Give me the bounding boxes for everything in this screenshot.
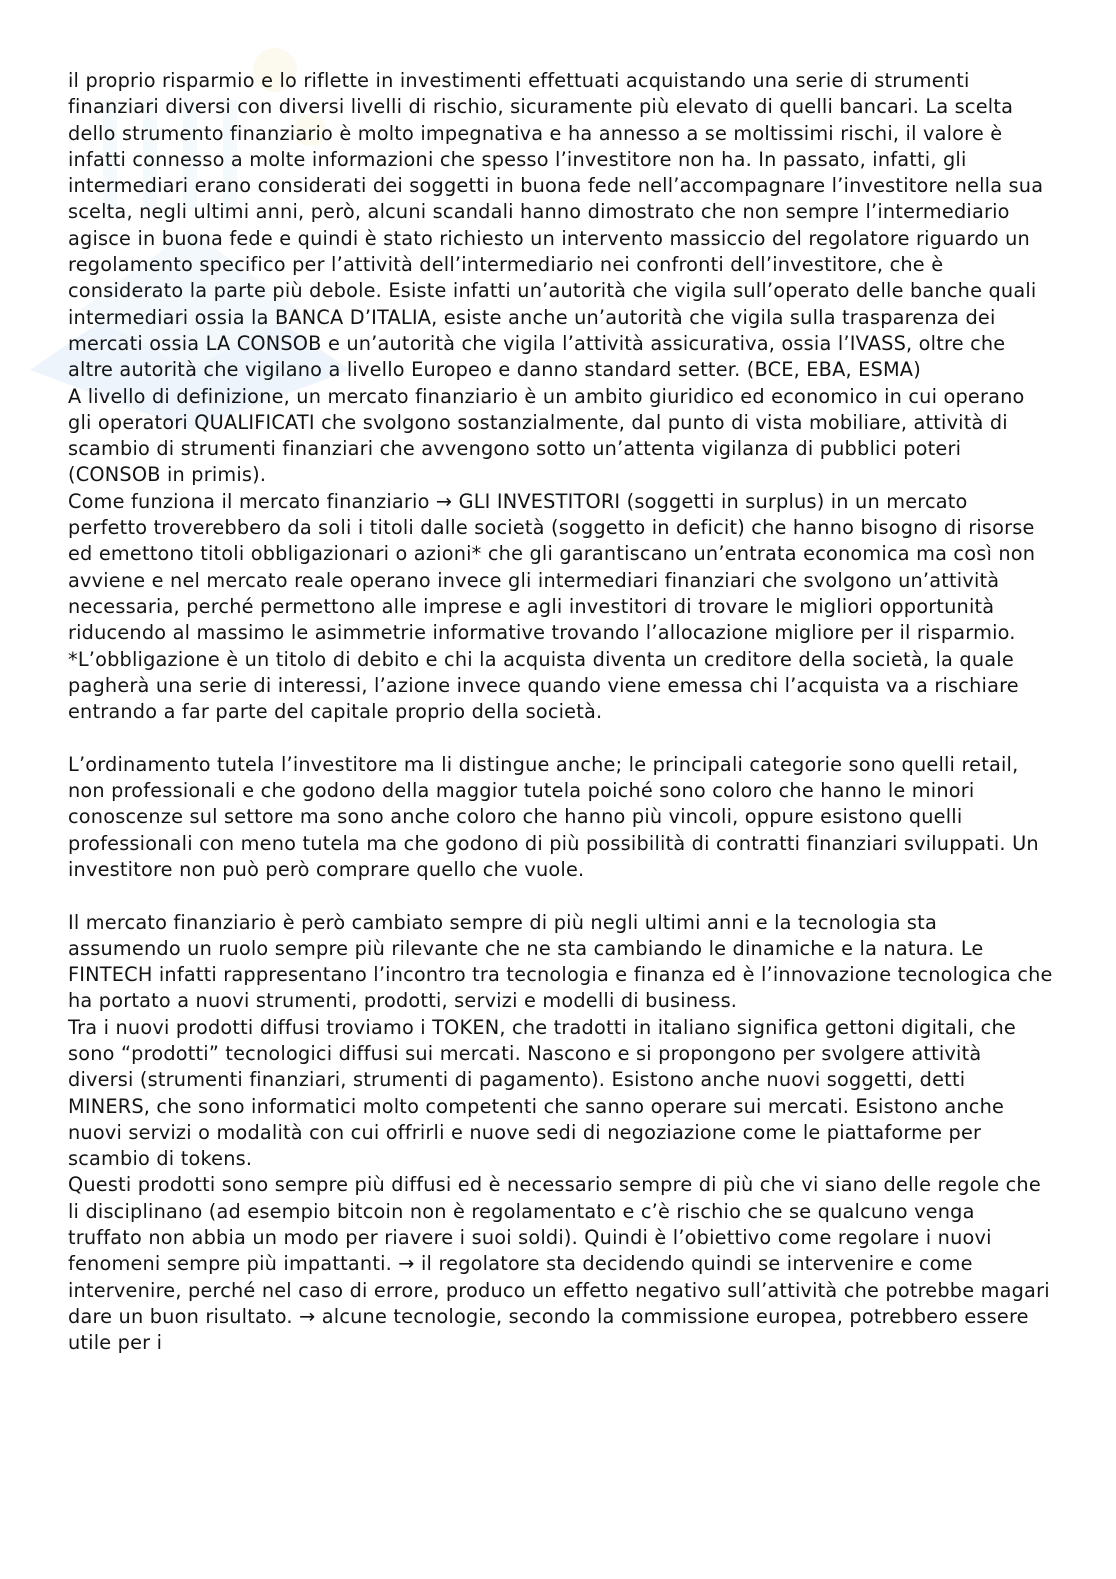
paragraph-tutela-investitore: L’ordinamento tutela l’investitore ma li distingue anche; le principali categorie sono quelli retail, non professionali e che godono della maggior tutela poiché sono coloro che hanno le minori conoscenze sul settore ma sono anche coloro che hanno più vincoli, oppure esistono quelli professionali con meno tutela ma che godono di più possibilità di contratti finanziari sviluppati. Un investitore non può però comprare quello che vuole. bbox=[68, 752, 1046, 881]
paragraph-regolazione: Questi prodotti sono sempre più diffusi ed è necessario sempre di più che vi siano delle regole che li disciplinano (ad esempio bitcoin non è regolamentato e c’è rischio che se qualcuno venga truffato non abbia un modo per riavere i suoi soldi). Quindi è l’obiettivo come regolare i nuovi fenomeni sempre più impattanti. → il regolatore sta decidendo quindi se intervenire e come intervenire, perché nel caso di errore, produco un effetto negativo sull’attività che potrebbe magari dare un buon risultato. → alcune tecnologie, secondo la commissione europea, potrebbero essere utile per i bbox=[68, 1173, 1057, 1355]
paragraph-risparmio: il proprio risparmio e lo riflette in investimenti effettuati acquistando una serie di strumenti finanziari diversi con diversi livelli di rischio, sicuramente più elevato di quelli bancari. La scelta dello strumento finanziario è molto impegnativa e ha annesso a se moltissimi rischi, il valore è infatti connesso a molte informazioni che spesso l’investitore non ha. In passato, infatti, gli intermediari erano considerati dei soggetti in buona fede nell’accompagnare l’investitore nella sua scelta, negli ultimi anni, però, alcuni scandali hanno dimostrato che non sempre l’intermediario agisce in buona fede e quindi è stato richiesto un intervento massiccio del regolatore riguardo un regolamento specifico per l’attività dell’intermediario nei confronti dell’investitore, che è considerato la parte più debole. Esiste infatti un’autorità che vigila sull’operato delle banche quali intermediari ossia la BANCA D’ITALIA, esiste anche un’autorità che vigila sulla trasparenza dei mercati ossia LA CONSOB e un’autorità che vigila l’attività assicurativa, ossia l’IVASS, oltre che altre autorità che vigilano a livello Europeo e danno standard setter. (BCE, EBA, ESMA) bbox=[68, 69, 1050, 382]
paragraph-token: Tra i nuovi prodotti diffusi troviamo i TOKEN, che tradotti in italiano significa gettoni digitali, che sono “prodotti” tecnologici diffusi sui mercati. Nascono e si propongono per svolgere attività diversi (strumenti finanziari, strumenti di pagamento). Esistono anche nuovi soggetti, detti MINERS, che sono informatici molto competenti che sanno operare sui mercati. Esistono anche nuovi servizi o modalità con cui offrirli e nuove sedi di negoziazione come le piattaforme per scambio di tokens. bbox=[68, 1015, 1023, 1171]
paragraph-spacer bbox=[68, 725, 1053, 751]
paragraph-obbligazione-azione: *L’obbligazione è un titolo di debito e chi la acquista diventa un creditore della società, la quale pagherà una serie di interessi, l’azione invece quando viene emessa chi l’acquista va a rischiare entrando a far parte del capitale proprio della società. bbox=[68, 647, 1026, 724]
paragraph-definizione-mercato: A livello di definizione, un mercato finanziario è un ambito giuridico ed economico in cui operano gli operatori QUALIFICATI che svolgono sostanzialmente, dal punto di vista mobiliare, attività di scambio di strumenti finanziari che avvengono sotto un’attenta vigilanza di pubblici poteri (CONSOB in primis). bbox=[68, 384, 1031, 487]
paragraph-spacer bbox=[68, 883, 1053, 909]
paragraph-funzionamento-mercato: Come funziona il mercato finanziario → GLI INVESTITORI (soggetti in surplus) in un mercato perfetto troverebbero da soli i titoli dalle società (soggetto in deficit) che hanno bisogno di risorse ed emettono titoli obbligazionari o azioni* che gli garantiscano un’entrata economica ma così non avviene e nel mercato reale operano invece gli intermediari finanziari che svolgono un’attività necessaria, perché permettono alle imprese e agli investitori di trovare le migliori opportunità riducendo al massimo le asimmetrie informative trovando l’allocazione migliore per il risparmio. bbox=[68, 489, 1042, 645]
document-body bbox=[68, 68, 1059, 1357]
paragraph-fintech: Il mercato finanziario è però cambiato sempre di più negli ultimi anni e la tecnologia sta assumendo un ruolo sempre più rilevante che ne sta cambiando le dinamiche e la natura. Le FINTECH infatti rappresentano l’incontro tra tecnologia e finanza ed è l’innovazione tecnologica che ha portato a nuovi strumenti, prodotti, servizi e modelli di business. bbox=[68, 910, 1059, 1013]
